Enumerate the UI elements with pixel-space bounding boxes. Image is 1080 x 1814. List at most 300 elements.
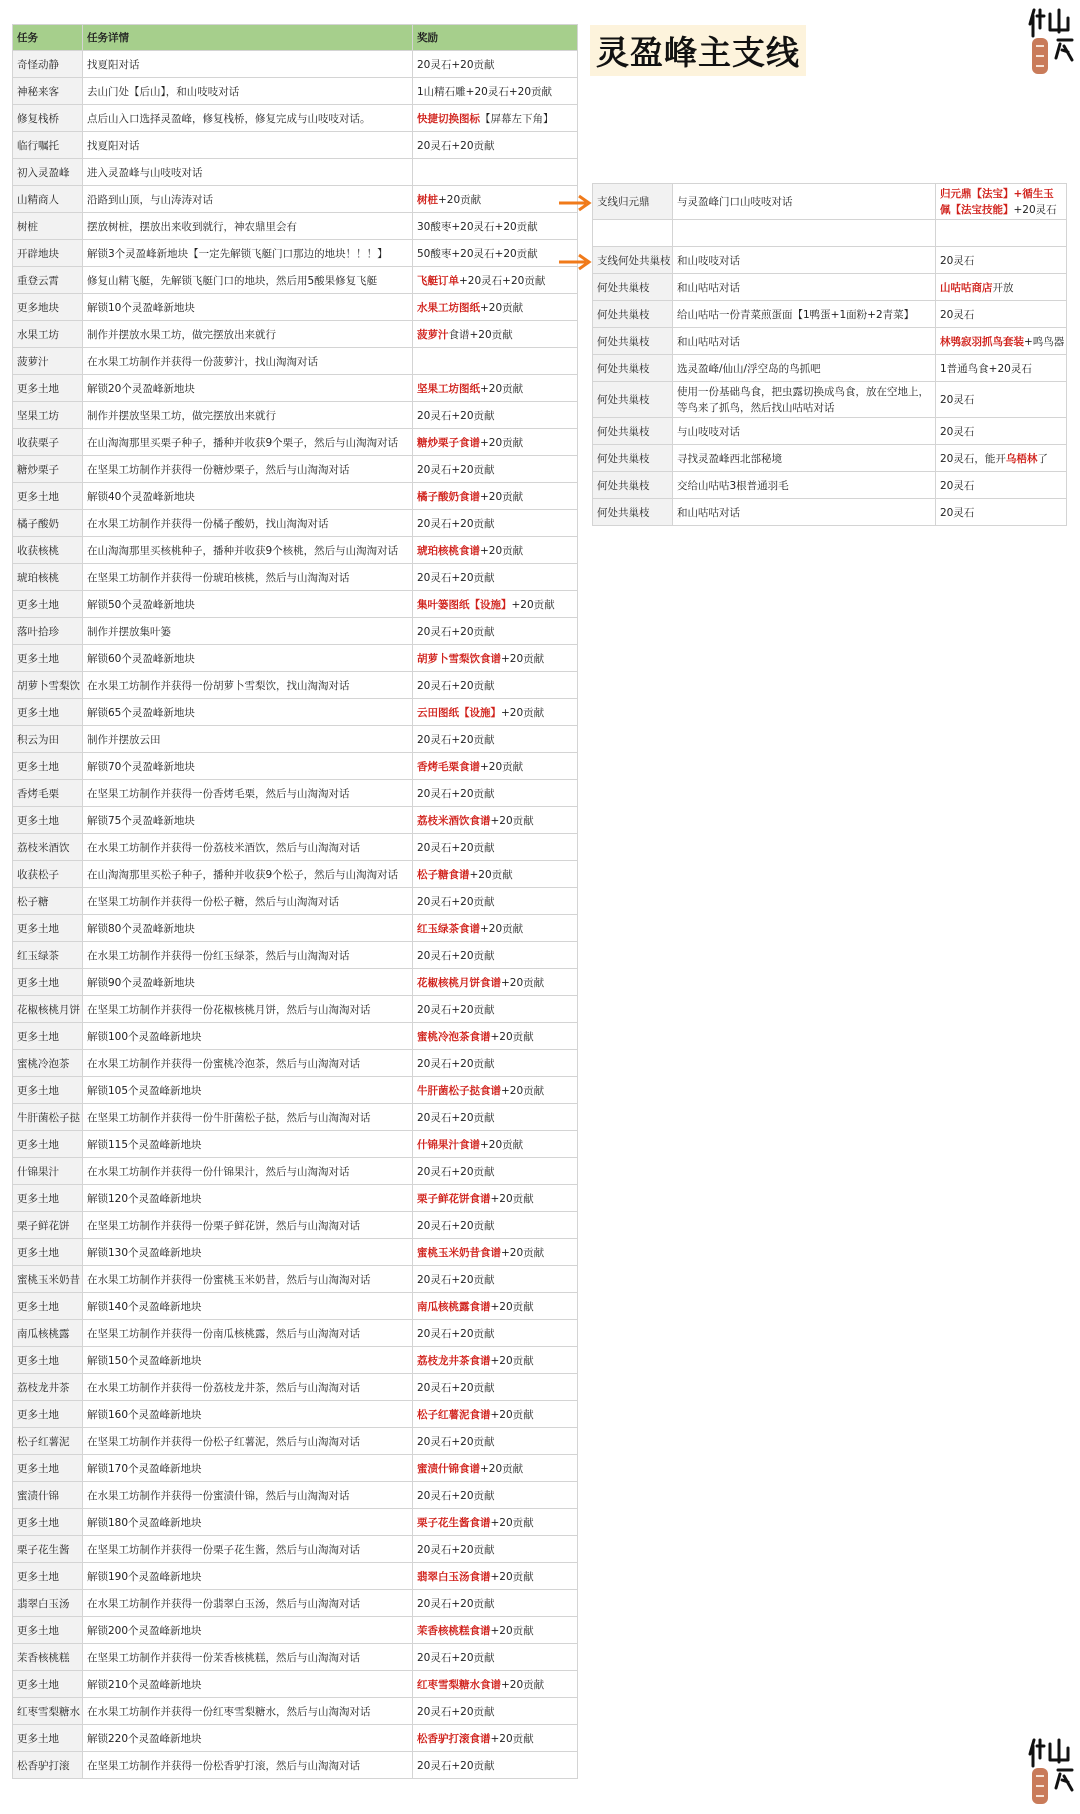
task-name-cell: 何处共巢枝 <box>593 355 673 382</box>
task-detail-cell: 解锁115个灵盈峰新地块 <box>83 1131 413 1158</box>
task-name-cell: 更多土地 <box>13 753 83 780</box>
reward-text: +20贡献 <box>469 868 513 881</box>
table-row <box>13 1050 578 1077</box>
table-row <box>13 915 578 942</box>
task-name-cell: 何处共巢枝 <box>593 472 673 499</box>
reward-text: 20灵石+20贡献 <box>417 58 495 71</box>
table-row <box>13 1401 578 1428</box>
table-header-row <box>13 25 578 51</box>
table-row <box>13 780 578 807</box>
reward-text: 菠萝汁 <box>417 328 449 341</box>
table-row <box>13 1158 578 1185</box>
table-row <box>13 294 578 321</box>
reward-text: 蜜桃玉米奶昔食谱 <box>417 1246 501 1259</box>
task-detail-cell: 在坚果工坊制作并获得一份牛肝菌松子挞，然后与山淘淘对话 <box>83 1104 413 1131</box>
task-detail-cell: 解锁60个灵盈峰新地块 <box>83 645 413 672</box>
task-detail-cell: 在山淘淘那里买松子种子，播种并收获9个松子，然后与山淘淘对话 <box>83 861 413 888</box>
reward-text: 20灵石+20贡献 <box>417 841 495 854</box>
reward-text: +20贡献 <box>490 1624 534 1637</box>
reward-cell <box>413 105 578 132</box>
reward-text: 【屏幕左下角】 <box>480 112 554 125</box>
reward-text: +20贡献 <box>501 652 545 665</box>
reward-text: +20贡献 <box>501 976 545 989</box>
reward-text: 20灵石 <box>940 254 975 267</box>
task-detail-cell: 解锁70个灵盈峰新地块 <box>83 753 413 780</box>
task-name-cell: 何处共巢枝 <box>593 445 673 472</box>
reward-cell <box>413 321 578 348</box>
reward-cell <box>413 672 578 699</box>
reward-cell <box>413 1563 578 1590</box>
reward-cell <box>413 780 578 807</box>
task-name-cell: 更多地块 <box>13 294 83 321</box>
reward-cell <box>413 1644 578 1671</box>
header-reward: 奖励 <box>413 25 578 51</box>
task-name-cell <box>593 220 673 247</box>
reward-cell <box>413 699 578 726</box>
logo-icon <box>1028 6 1076 80</box>
task-name-cell: 水果工坊 <box>13 321 83 348</box>
reward-cell <box>413 726 578 753</box>
task-detail-cell: 沿路到山顶，与山涛涛对话 <box>83 186 413 213</box>
table-row <box>13 753 578 780</box>
reward-text: 20灵石+20贡献 <box>417 409 495 422</box>
arrow-right-icon <box>558 253 594 271</box>
task-name-cell: 何处共巢枝 <box>593 328 673 355</box>
reward-text: +20贡献 <box>490 1516 534 1529</box>
table-row <box>13 483 578 510</box>
reward-cell <box>413 213 578 240</box>
task-detail-cell: 修复山精飞艇，先解锁飞艇门口的地块，然后用5酸果修复飞艇 <box>83 267 413 294</box>
task-detail-cell: 找夏阳对话 <box>83 132 413 159</box>
task-detail-cell: 制作并摆放集叶篓 <box>83 618 413 645</box>
reward-text: 50酸枣+20灵石+20贡献 <box>417 247 538 260</box>
reward-text: 20灵石+20贡献 <box>417 1597 495 1610</box>
reward-cell <box>413 429 578 456</box>
table-row <box>13 51 578 78</box>
table-row <box>13 834 578 861</box>
table-row <box>13 888 578 915</box>
reward-text: 栗子花生酱食谱 <box>417 1516 491 1529</box>
reward-text: 20灵石+20贡献 <box>417 1273 495 1286</box>
reward-text: 20灵石+20贡献 <box>417 1759 495 1772</box>
reward-cell <box>413 1131 578 1158</box>
reward-cell <box>413 1617 578 1644</box>
task-detail-cell: 在水果工坊制作并获得一份红枣雪梨糖水，然后与山淘淘对话 <box>83 1698 413 1725</box>
reward-cell <box>413 510 578 537</box>
task-detail-cell: 解锁200个灵盈峰新地块 <box>83 1617 413 1644</box>
table-row <box>13 321 578 348</box>
task-name-cell: 更多土地 <box>13 915 83 942</box>
table-row <box>13 1077 578 1104</box>
reward-cell <box>413 942 578 969</box>
reward-text: 山咕咕商店 <box>940 281 993 294</box>
reward-text: 1山精石雕+20灵石+20贡献 <box>417 85 552 98</box>
task-name-cell: 茉香核桃糕 <box>13 1644 83 1671</box>
reward-cell <box>413 1293 578 1320</box>
reward-text: +20贡献 <box>480 922 524 935</box>
task-detail-cell: 在水果工坊制作并获得一份蜜桃玉米奶昔，然后与山淘淘对话 <box>83 1266 413 1293</box>
table-row <box>13 105 578 132</box>
reward-text: 20灵石+20贡献 <box>417 139 495 152</box>
reward-text: 快捷切换图标 <box>417 112 480 125</box>
reward-cell <box>413 591 578 618</box>
task-name-cell: 重登云霄 <box>13 267 83 294</box>
task-detail-cell <box>673 220 936 247</box>
task-name-cell: 积云为田 <box>13 726 83 753</box>
reward-cell <box>413 1482 578 1509</box>
table-row <box>593 499 1067 526</box>
reward-text: +20贡献 <box>438 193 482 206</box>
reward-text: +20贡献 <box>480 1462 524 1475</box>
reward-text: 20灵石+20贡献 <box>417 895 495 908</box>
task-detail-cell: 解锁220个灵盈峰新地块 <box>83 1725 413 1752</box>
reward-text: +20贡献 <box>490 1408 534 1421</box>
reward-cell <box>413 753 578 780</box>
task-detail-cell: 和山咕咕对话 <box>673 274 936 301</box>
task-detail-cell: 解锁120个灵盈峰新地块 <box>83 1185 413 1212</box>
task-name-cell: 更多土地 <box>13 1617 83 1644</box>
task-name-cell: 更多土地 <box>13 1401 83 1428</box>
task-detail-cell: 寻找灵盈峰西北部秘境 <box>673 445 936 472</box>
reward-cell <box>936 418 1067 445</box>
task-detail-cell: 解锁100个灵盈峰新地块 <box>83 1023 413 1050</box>
task-detail-cell: 解锁130个灵盈峰新地块 <box>83 1239 413 1266</box>
task-name-cell: 翡翠白玉汤 <box>13 1590 83 1617</box>
table-row <box>13 429 578 456</box>
task-name-cell: 收获核桃 <box>13 537 83 564</box>
table-row <box>593 247 1067 274</box>
reward-text: 红玉绿茶食谱 <box>417 922 480 935</box>
reward-cell <box>413 1455 578 1482</box>
task-name-cell: 更多土地 <box>13 1455 83 1482</box>
table-row <box>13 672 578 699</box>
task-detail-cell: 在水果工坊制作并获得一份荔枝米酒饮，然后与山淘淘对话 <box>83 834 413 861</box>
task-detail-cell: 在水果工坊制作并获得一份红玉绿茶，然后与山淘淘对话 <box>83 942 413 969</box>
task-detail-cell: 去山门处【后山】，和山吱吱对话 <box>83 78 413 105</box>
task-detail-cell: 解锁150个灵盈峰新地块 <box>83 1347 413 1374</box>
reward-cell <box>936 355 1067 382</box>
task-detail-cell: 解锁105个灵盈峰新地块 <box>83 1077 413 1104</box>
reward-cell <box>413 375 578 402</box>
reward-cell <box>413 1320 578 1347</box>
logo <box>1028 6 1076 80</box>
reward-text: 20灵石+20贡献 <box>417 787 495 800</box>
reward-text: 琥珀核桃食谱 <box>417 544 480 557</box>
task-name-cell: 更多土地 <box>13 1347 83 1374</box>
reward-cell <box>413 186 578 213</box>
reward-cell <box>413 969 578 996</box>
task-detail-cell: 给山咕咕一份青菜煎蛋面【1鸭蛋+1面粉+2青菜】 <box>673 301 936 328</box>
reward-cell <box>413 483 578 510</box>
task-name-cell: 收获栗子 <box>13 429 83 456</box>
reward-cell <box>413 807 578 834</box>
task-name-cell: 何处共巢枝 <box>593 301 673 328</box>
task-detail-cell: 在坚果工坊制作并获得一份茉香核桃糕，然后与山淘淘对话 <box>83 1644 413 1671</box>
task-name-cell: 更多土地 <box>13 645 83 672</box>
table-row <box>13 1698 578 1725</box>
task-name-cell: 松子红薯泥 <box>13 1428 83 1455</box>
table-row <box>13 1752 578 1779</box>
reward-cell <box>413 456 578 483</box>
reward-text: +20贡献 <box>480 1138 524 1151</box>
table-row <box>593 445 1067 472</box>
reward-cell <box>413 1401 578 1428</box>
task-name-cell: 修复栈桥 <box>13 105 83 132</box>
task-detail-cell: 摆放树桩，摆放出来收到就行，神农鼎里会有 <box>83 213 413 240</box>
reward-text: +20贡献 <box>501 1678 545 1691</box>
task-detail-cell: 和山吱吱对话 <box>673 247 936 274</box>
reward-cell <box>413 1671 578 1698</box>
task-detail-cell: 在坚果工坊制作并获得一份糖炒栗子，然后与山淘淘对话 <box>83 456 413 483</box>
reward-text: 林鸮寂羽抓鸟套装 <box>940 335 1024 348</box>
reward-cell <box>413 1158 578 1185</box>
task-name-cell: 坚果工坊 <box>13 402 83 429</box>
task-name-cell: 临行嘱托 <box>13 132 83 159</box>
task-name-cell: 开辟地块 <box>13 240 83 267</box>
reward-text: 水果工坊图纸 <box>417 301 480 314</box>
reward-cell <box>413 1698 578 1725</box>
table-row <box>13 1266 578 1293</box>
reward-cell <box>413 1239 578 1266</box>
reward-text: 胡萝卜雪梨饮食谱 <box>417 652 501 665</box>
task-name-cell: 橘子酸奶 <box>13 510 83 537</box>
reward-text: 荔枝米酒饮食谱 <box>417 814 491 827</box>
table-row <box>13 591 578 618</box>
reward-text: +20贡献 <box>490 1300 534 1313</box>
reward-cell <box>413 564 578 591</box>
task-name-cell: 更多土地 <box>13 1509 83 1536</box>
task-detail-cell: 交给山咕咕3根普通羽毛 <box>673 472 936 499</box>
table-row <box>13 1428 578 1455</box>
reward-text: 什锦果汁食谱 <box>417 1138 480 1151</box>
arrow-right-icon <box>558 194 594 212</box>
table-row <box>13 1023 578 1050</box>
reward-cell <box>413 78 578 105</box>
reward-text: 坚果工坊图纸 <box>417 382 480 395</box>
task-detail-cell: 解锁65个灵盈峰新地块 <box>83 699 413 726</box>
task-name-cell: 蜜渍什锦 <box>13 1482 83 1509</box>
reward-text: 20灵石 <box>940 506 975 519</box>
reward-text: 糖炒栗子食谱 <box>417 436 480 449</box>
reward-text: +20贡献 <box>480 436 524 449</box>
reward-text: 花椒核桃月饼食谱 <box>417 976 501 989</box>
reward-text: 蜜桃冷泡茶食谱 <box>417 1030 491 1043</box>
reward-text: +20贡献 <box>480 382 524 395</box>
reward-cell <box>413 1266 578 1293</box>
reward-text: 20灵石+20贡献 <box>417 1651 495 1664</box>
task-detail-cell: 在坚果工坊制作并获得一份香烤毛栗，然后与山淘淘对话 <box>83 780 413 807</box>
task-name-cell: 红玉绿茶 <box>13 942 83 969</box>
table-row <box>13 996 578 1023</box>
reward-text: 蜜渍什锦食谱 <box>417 1462 480 1475</box>
reward-cell <box>413 1050 578 1077</box>
reward-cell <box>413 267 578 294</box>
reward-text: 20灵石 <box>940 425 975 438</box>
task-detail-cell: 解锁140个灵盈峰新地块 <box>83 1293 413 1320</box>
task-detail-cell: 解锁20个灵盈峰新地块 <box>83 375 413 402</box>
reward-text: 20灵石+20贡献 <box>417 679 495 692</box>
task-name-cell: 支线何处共巢枝 <box>593 247 673 274</box>
reward-text: 20灵石 <box>940 308 975 321</box>
reward-text: +20贡献 <box>480 490 524 503</box>
page-title: 灵盈峰主支线 <box>590 25 806 76</box>
reward-text: 南瓜核桃露食谱 <box>417 1300 491 1313</box>
table-row <box>13 1644 578 1671</box>
reward-cell <box>413 1185 578 1212</box>
task-detail-cell: 在坚果工坊制作并获得一份松子红薯泥，然后与山淘淘对话 <box>83 1428 413 1455</box>
table-row <box>13 1563 578 1590</box>
table-row <box>13 510 578 537</box>
task-detail-cell: 制作并摆放水果工坊，做完摆放出来就行 <box>83 321 413 348</box>
reward-text: 树桩 <box>417 193 438 206</box>
table-row <box>13 1293 578 1320</box>
table-row <box>13 1671 578 1698</box>
reward-text: 牛肝菌松子挞食谱 <box>417 1084 501 1097</box>
reward-cell <box>413 834 578 861</box>
header-detail: 任务详情 <box>83 25 413 51</box>
task-name-cell: 更多土地 <box>13 1563 83 1590</box>
reward-cell <box>413 1536 578 1563</box>
task-name-cell: 更多土地 <box>13 591 83 618</box>
table-row <box>13 159 578 186</box>
table-row <box>13 1536 578 1563</box>
table-row <box>13 240 578 267</box>
task-detail-cell: 解锁50个灵盈峰新地块 <box>83 591 413 618</box>
reward-text: +20贡献 <box>480 760 524 773</box>
reward-cell <box>413 1347 578 1374</box>
task-name-cell: 更多土地 <box>13 1293 83 1320</box>
table-row <box>13 375 578 402</box>
reward-text: 20灵石+20贡献 <box>417 949 495 962</box>
table-row <box>13 1482 578 1509</box>
table-row <box>593 418 1067 445</box>
task-detail-cell: 解锁190个灵盈峰新地块 <box>83 1563 413 1590</box>
reward-cell <box>413 537 578 564</box>
reward-text: 20灵石+20贡献 <box>417 517 495 530</box>
table-row <box>13 1725 578 1752</box>
table-row <box>13 1374 578 1401</box>
table-row <box>13 1320 578 1347</box>
reward-text: 30酸枣+20灵石+20贡献 <box>417 220 538 233</box>
table-row <box>13 1212 578 1239</box>
table-row <box>13 78 578 105</box>
task-detail-cell: 解锁160个灵盈峰新地块 <box>83 1401 413 1428</box>
reward-text: 20灵石+20贡献 <box>417 463 495 476</box>
task-name-cell: 更多土地 <box>13 1077 83 1104</box>
reward-text: 20灵石+20贡献 <box>417 1057 495 1070</box>
table-row <box>13 402 578 429</box>
table-row <box>13 726 578 753</box>
reward-cell <box>936 220 1067 247</box>
table-row <box>13 132 578 159</box>
table-row <box>13 1104 578 1131</box>
task-name-cell: 栗子鲜花饼 <box>13 1212 83 1239</box>
table-row <box>13 1455 578 1482</box>
task-name-cell: 荔枝米酒饮 <box>13 834 83 861</box>
task-name-cell: 支线归元鼎 <box>593 184 673 220</box>
task-name-cell: 更多土地 <box>13 1239 83 1266</box>
reward-cell <box>413 348 578 375</box>
reward-text: 松子红薯泥食谱 <box>417 1408 491 1421</box>
reward-text: +20贡献 <box>490 814 534 827</box>
reward-text: 红枣雪梨糖水食谱 <box>417 1678 501 1691</box>
reward-text: 20灵石+20贡献 <box>417 1165 495 1178</box>
reward-cell <box>936 328 1067 355</box>
reward-text: 20灵石+20贡献 <box>417 1111 495 1124</box>
task-name-cell: 糖炒栗子 <box>13 456 83 483</box>
reward-cell <box>413 996 578 1023</box>
reward-text: 20灵石+20贡献 <box>417 1327 495 1340</box>
reward-cell <box>413 1077 578 1104</box>
task-detail-cell: 在水果工坊制作并获得一份蜜桃冷泡茶，然后与山淘淘对话 <box>83 1050 413 1077</box>
reward-text: 20灵石 <box>940 479 975 492</box>
reward-text: 20灵石，能开 <box>940 452 1006 465</box>
task-detail-cell: 制作并摆放坚果工坊，做完摆放出来就行 <box>83 402 413 429</box>
table-row <box>13 186 578 213</box>
reward-text: +20灵石+20贡献 <box>459 274 546 287</box>
table-row <box>593 274 1067 301</box>
reward-text: +20贡献 <box>511 598 555 611</box>
reward-cell <box>413 1104 578 1131</box>
main-quest-table <box>12 24 578 1779</box>
reward-text: +20贡献 <box>490 1192 534 1205</box>
task-name-cell: 菠萝汁 <box>13 348 83 375</box>
reward-text: +20贡献 <box>490 1030 534 1043</box>
task-detail-cell: 解锁3个灵盈峰新地块【一定先解锁飞艇门口那边的地块！！！】 <box>83 240 413 267</box>
table-row <box>13 213 578 240</box>
task-detail-cell: 进入灵盈峰与山吱吱对话 <box>83 159 413 186</box>
task-name-cell: 更多土地 <box>13 1671 83 1698</box>
reward-cell <box>413 618 578 645</box>
header-task: 任务 <box>13 25 83 51</box>
reward-text: 20灵石+20贡献 <box>417 571 495 584</box>
task-detail-cell: 解锁180个灵盈峰新地块 <box>83 1509 413 1536</box>
reward-cell <box>936 445 1067 472</box>
reward-cell <box>413 132 578 159</box>
reward-text: +鸣鸟器 <box>1024 335 1065 348</box>
task-detail-cell: 解锁170个灵盈峰新地块 <box>83 1455 413 1482</box>
task-name-cell: 栗子花生酱 <box>13 1536 83 1563</box>
task-detail-cell: 找夏阳对话 <box>83 51 413 78</box>
reward-text: +20贡献 <box>501 706 545 719</box>
task-name-cell: 荔枝龙井茶 <box>13 1374 83 1401</box>
table-row <box>13 807 578 834</box>
task-name-cell: 收获松子 <box>13 861 83 888</box>
reward-text: 20灵石+20贡献 <box>417 1003 495 1016</box>
reward-text: +20贡献 <box>490 1732 534 1745</box>
reward-cell <box>413 1212 578 1239</box>
reward-cell <box>936 184 1067 220</box>
table-row <box>593 328 1067 355</box>
task-detail-cell: 点后山入口选择灵盈峰，修复栈桥，修复完成与山吱吱对话。 <box>83 105 413 132</box>
task-name-cell: 松香驴打滚 <box>13 1752 83 1779</box>
reward-text: 飞艇订单 <box>417 274 459 287</box>
table-row <box>13 645 578 672</box>
reward-cell <box>413 1509 578 1536</box>
reward-text: 荔枝龙井茶食谱 <box>417 1354 491 1367</box>
task-detail-cell: 在水果工坊制作并获得一份橘子酸奶，找山淘淘对话 <box>83 510 413 537</box>
task-detail-cell: 在坚果工坊制作并获得一份花椒核桃月饼，然后与山淘淘对话 <box>83 996 413 1023</box>
reward-cell <box>936 274 1067 301</box>
reward-text: +20贡献 <box>501 1084 545 1097</box>
reward-text: +20灵石 <box>1013 203 1057 216</box>
table-row <box>593 382 1067 418</box>
task-name-cell: 牛肝菌松子挞 <box>13 1104 83 1131</box>
reward-cell <box>413 402 578 429</box>
table-row <box>593 472 1067 499</box>
reward-text: 松香驴打滚食谱 <box>417 1732 491 1745</box>
task-name-cell: 更多土地 <box>13 1023 83 1050</box>
